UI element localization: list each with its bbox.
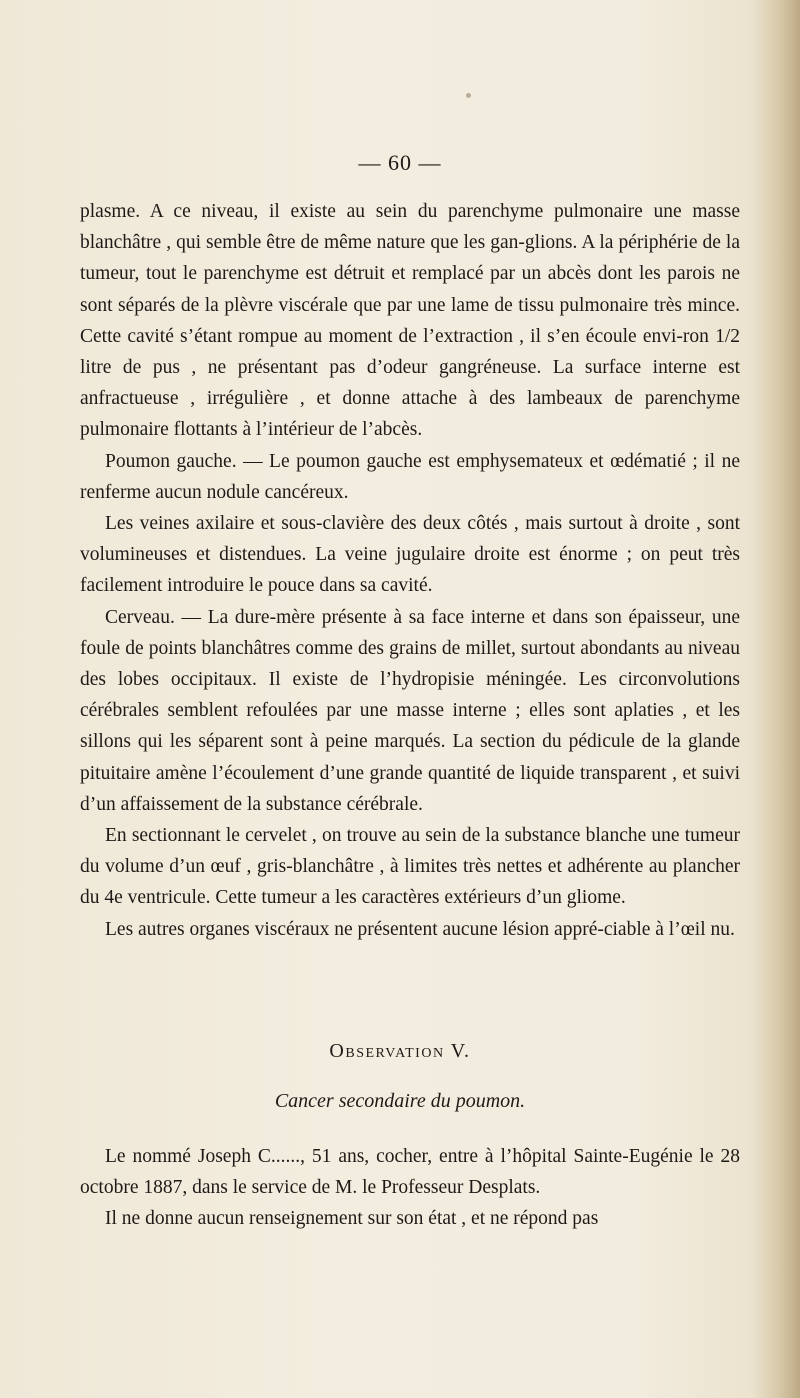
paragraph-5: En sectionnant le cervelet , on trouve au sein de la substance blanche une tumeur du volume d’un œuf , gris-blanchâtre , à limites très nettes et adhérente au plancher du 4e ventricule. Cette tumeur a les caractères extérieurs d’un gliome. [80, 825, 740, 909]
observation-title: Observation V. [329, 1040, 471, 1062]
observation-text [80, 1141, 740, 1235]
main-text [80, 196, 740, 945]
paragraph-2: Poumon gauche. — Le poumon gauche est emphysemateux et œdématié ; il ne renferme aucun nodule cancéreux. [80, 450, 740, 503]
paper-spot [466, 93, 471, 98]
paragraph-7: Le nommé Joseph C......, 51 ans, cocher, entre à l’hôpital Sainte-Eugénie le 28 octobre 1887, dans le service de M. le Professeur Desplats. [80, 1146, 740, 1199]
page-edge-shadow [752, 0, 800, 1398]
page-number: — 60 — [358, 150, 442, 175]
paragraph-8: Il ne donne aucun renseignement sur son état , et ne répond pas [105, 1208, 599, 1230]
paragraph-1: plasme. A ce niveau, il existe au sein du parenchyme pulmonaire une masse blanchâtre , qui semble être de même nature que les gan-glions. A la périphérie de la tumeur, tout le parenchyme est détruit et remplacé par un abcès dont les parois ne sont séparés de la plèvre viscérale que par une lame de tissu pulmonaire très mince. Cette cavité s’étant rompue au moment de l’extraction , il s’en écoule envi-ron 1/2 litre de pus , ne présentant pas d’odeur gangréneuse. La surface interne est anfractueuse , irrégulière , et donne attache à des lambeaux de parenchyme pulmonaire flottants à l’intérieur de l’abcès. [80, 201, 740, 441]
observation-subtitle: Cancer secondaire du poumon. [274, 1090, 526, 1112]
paragraph-3: Les veines axilaire et sous-clavière des deux côtés , mais surtout à droite , sont volumineuses et distendues. La veine jugulaire droite est énorme ; on peut très facilement introduire le pouce dans sa cavité. [80, 513, 740, 597]
paragraph-4: Cerveau. — La dure-mère présente à sa face interne et dans son épaisseur, une foule de points blanchâtres comme des grains de millet, surtout abondants au niveau des lobes occipitaux. Il existe de l’hydropisie méningée. Les circonvolutions cérébrales semblent refoulées par une masse interne ; elles sont aplaties , et les sillons qui les séparent sont à peine marqués. La section du pédicule de la glande pituitaire amène l’écoulement d’une grande quantité de liquide transparent , et suivi d’un affaissement de la substance cérébrale. [80, 606, 740, 815]
paragraph-6: Les autres organes viscéraux ne présentent aucune lésion appré-ciable à l’œil nu. [105, 918, 735, 940]
